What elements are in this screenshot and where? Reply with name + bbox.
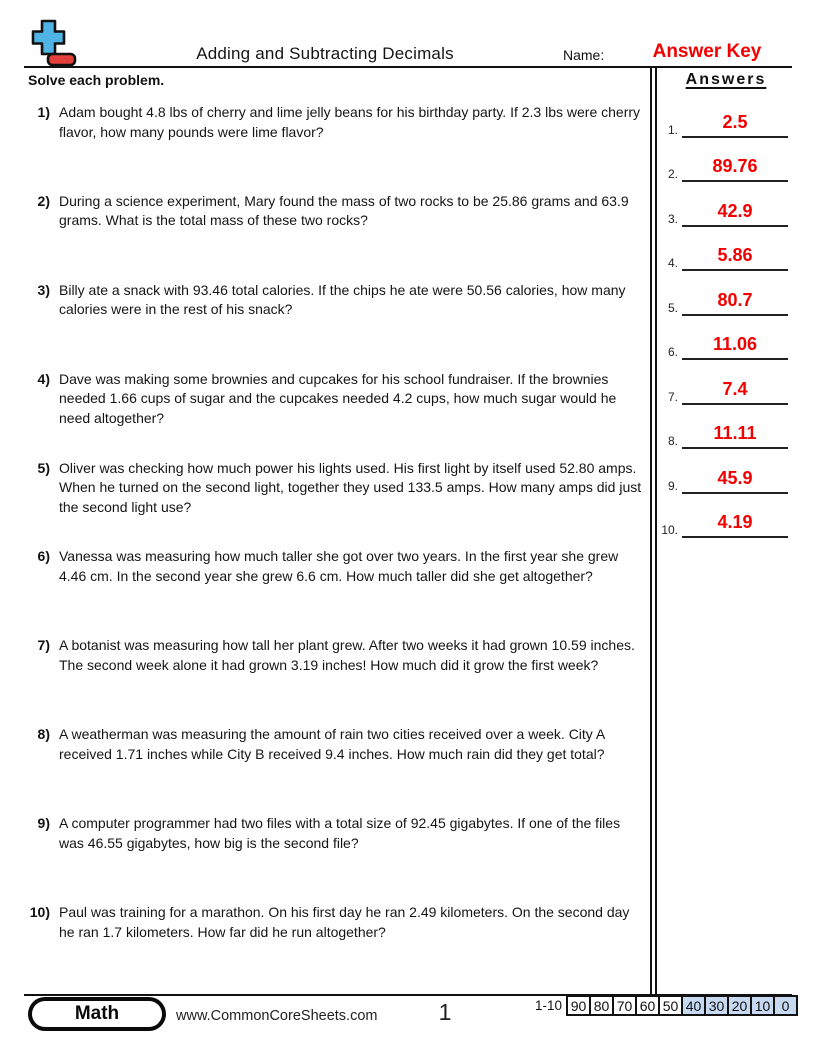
answer-number: 3. <box>667 211 678 226</box>
answers-heading: Answers <box>685 71 767 88</box>
score-range-label: 1-10 <box>534 998 562 1013</box>
answer-value: 11.11 <box>682 424 788 449</box>
answer-item <box>656 138 788 183</box>
answer-value: 42.9 <box>682 202 788 227</box>
problem-text: Vanessa was measuring how much taller she got over two years. In the first year she grew 4.46 cm. In the second year she grew 6.6 cm. How much taller did she get altogether? <box>59 548 619 584</box>
problem-number: 1) <box>37 104 50 120</box>
answer-number: 6. <box>667 345 678 359</box>
problem-number: 5) <box>37 459 50 476</box>
answer-item <box>656 405 788 450</box>
answer-item <box>656 93 788 138</box>
header-divider <box>24 66 792 68</box>
problem-number: 10) <box>29 904 50 921</box>
answer-number: 2. <box>667 167 678 181</box>
answer-number: 1. <box>667 122 678 137</box>
problem-number: 6) <box>37 548 50 565</box>
answer-value: 11.06 <box>682 335 788 360</box>
page-number: 1 <box>438 999 452 1025</box>
subject-badge <box>28 997 166 1031</box>
score-cell: 60 <box>635 995 660 1016</box>
answer-number: 8. <box>667 434 678 448</box>
instructions: Solve each problem. <box>28 72 165 88</box>
answer-item <box>656 494 788 539</box>
answer-number: 10. <box>661 523 678 537</box>
answers-list <box>656 93 788 538</box>
answer-number: 5. <box>667 300 678 315</box>
answer-value: 4.19 <box>682 513 788 538</box>
answer-value: 7.4 <box>682 380 788 405</box>
score-cell: 80 <box>589 995 614 1016</box>
answer-item <box>656 271 788 316</box>
problem-item <box>26 103 646 192</box>
problem-item <box>26 725 646 814</box>
answer-value: 45.9 <box>682 469 788 494</box>
problem-number: 4) <box>37 370 50 387</box>
subject-badge-label: Math <box>32 1001 162 1027</box>
problem-text: A weatherman was measuring the amount of rain two cities received over a week. City A received 1.71 inches while City B received 9.4 inches. How much rain did they get total? <box>59 726 605 762</box>
problem-item <box>26 903 646 992</box>
problem-item <box>26 459 646 548</box>
problem-number: 3) <box>37 281 50 298</box>
answer-number: 4. <box>667 256 678 270</box>
problem-item <box>26 370 646 459</box>
problem-number: 9) <box>37 815 50 832</box>
answer-item <box>656 449 788 494</box>
problem-text: A botanist was measuring how tall her plant grew. After two weeks it had grown 10.59 inches. The second week alone it had grown 3.19 inches! How much did it grow the first week? <box>59 637 635 673</box>
answer-value: 2.5 <box>682 113 788 138</box>
problem-item <box>26 636 646 725</box>
website-link[interactable]: www.CommonCoreSheets.com <box>176 1008 378 1024</box>
score-cell: 90 <box>566 995 591 1016</box>
problem-item <box>26 192 646 281</box>
score-cell: 10 <box>750 995 775 1016</box>
plus-minus-logo-icon <box>31 19 77 68</box>
score-cell: 70 <box>612 995 637 1016</box>
problem-text: Adam bought 4.8 lbs of cherry and lime jelly beans for his birthday party. If 2.3 lbs were cherry flavor, how many pounds were lime flavor? <box>59 104 641 140</box>
answer-item <box>656 182 788 227</box>
worksheet-title: Adding and Subtracting Decimals <box>196 44 454 63</box>
problem-list <box>26 103 646 992</box>
answer-number: 7. <box>667 389 678 404</box>
problem-number: 8) <box>37 726 50 743</box>
score-cell: 30 <box>704 995 729 1016</box>
problem-text: Billy ate a snack with 93.46 total calories. If the chips he ate were 50.56 calories, how many calories were in the rest of his snack? <box>59 281 626 318</box>
answer-item <box>656 316 788 361</box>
problem-text: A computer programmer had two files with a total size of 92.45 gigabytes. If one of the files was 46.55 gigabytes, how big is the second file? <box>59 815 621 851</box>
answer-number: 9. <box>667 478 678 493</box>
answer-value: 89.76 <box>682 157 788 182</box>
answer-value: 5.86 <box>682 246 788 271</box>
problem-number: 7) <box>37 637 50 654</box>
problem-number: 2) <box>37 192 50 209</box>
problem-text: Oliver was checking how much power his lights used. His first light by itself used 52.80 amps. When he turned on the second light, together they used 133.5 amps. How many amps did just the second light use? <box>59 459 642 515</box>
name-value-answer-key: Answer Key <box>652 41 762 62</box>
score-cell: 0 <box>773 995 798 1016</box>
problem-text: Dave was making some brownies and cupcakes for his school fundraiser. If the brownies needed 1.66 cups of sugar and the cupcakes needed 4.2 cups, how much sugar would he need altogether? <box>59 370 617 426</box>
problem-item <box>26 281 646 370</box>
problem-text: During a science experiment, Mary found the mass of two rocks to be 25.86 grams and 63.9 grams. What is the total mass of these two rocks? <box>59 192 629 229</box>
answer-value: 80.7 <box>682 291 788 316</box>
score-cells <box>566 995 798 1016</box>
answer-item <box>656 227 788 272</box>
score-cell: 20 <box>727 995 752 1016</box>
problem-item <box>26 814 646 903</box>
problem-item <box>26 547 646 636</box>
score-cell: 50 <box>658 995 683 1016</box>
score-strip <box>528 995 798 1016</box>
name-label: Name: <box>563 47 605 63</box>
score-cell: 40 <box>681 995 706 1016</box>
answer-item <box>656 360 788 405</box>
problem-text: Paul was training for a marathon. On his first day he ran 2.49 kilometers. On the second day he ran 1.7 kilometers. How far did he run altogether? <box>59 904 630 940</box>
